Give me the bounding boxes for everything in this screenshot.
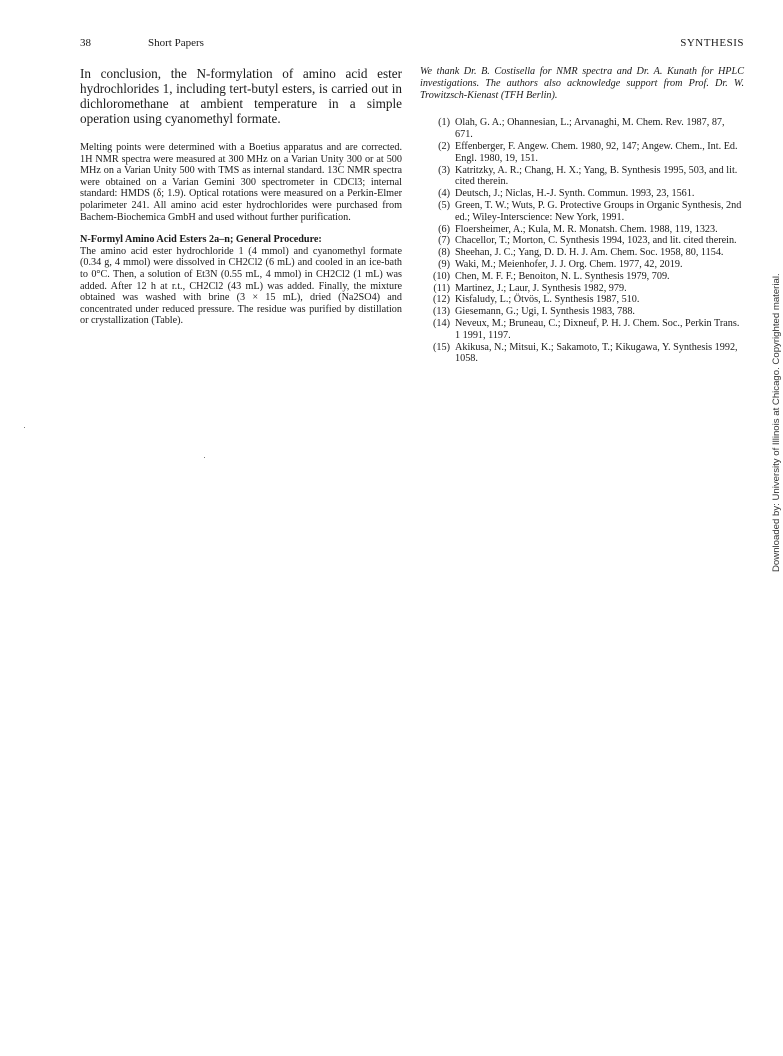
reference-item: (10) Chen, M. F. F.; Benoiton, N. L. Synthesis 1979, 709. bbox=[433, 270, 670, 282]
procedure-text: The amino acid ester hydrochloride 1 (4 mmol) and cyanomethyl formate (0.34 g, 4 mmol) were dissolved in CH2Cl2 (6 mL) and cooled in an ice-bath to 0°C. Then, a solution of Et3N (0.55 mL, 4 mmol) in CH2Cl2 (1 mL) was added. After 12 h at r.t., CH2Cl2 (43 mL) was added. Finally, the mixture obtained was washed with brine (3 × 15 mL), dried (Na2SO4) and concentrated under reduced pressure. The residue was purified by distillation or crystallization (Table). bbox=[80, 245, 402, 327]
reference-item: (12) Kisfaludy, L.; Ötvös, L. Synthesis 1987, 510. bbox=[433, 294, 640, 306]
reference-list bbox=[420, 117, 744, 365]
reference-item: (3) Katritzky, A. R.; Chang, H. X.; Yang, B. Synthesis 1995, 503, and lit. cited therein. bbox=[438, 164, 738, 188]
scan-speck bbox=[204, 457, 205, 458]
reference-item: (5) Green, T. W.; Wuts, P. G. Protective Groups in Organic Synthesis, 2nd ed.; Wiley-Interscience: New York, 1991. bbox=[438, 199, 742, 223]
reference-item: (15) Akikusa, N.; Mitsui, K.; Sakamoto, T.; Kikugawa, Y. Synthesis 1992, 1058. bbox=[433, 341, 738, 365]
reference-item: (6) Floersheimer, A.; Kula, M. R. Monatsh. Chem. 1988, 119, 1323. bbox=[438, 223, 718, 235]
section-name: Short Papers bbox=[148, 37, 204, 49]
procedure-title: N-Formyl Amino Acid Esters 2a–n; General Procedure: bbox=[80, 234, 322, 246]
experimental-general: Melting points were determined with a Boetius apparatus and are corrected. 1H NMR spectra were measured at 300 MHz on a Varian Unity 300 or at 500 MHz on a Varian Unity 500 with TMS as internal standard. 13C NMR spectra were obtained on a Varian Gemini 300 spectrometer in CDCl3; internal standard: HMDS (δ; 1.9). Optical rotations were measured on a Perkin-Elmer polarimeter 241. All amino acid ester hydrochlorides were purchased from Bachem-Biochemica GmbH and used without further purification. bbox=[80, 142, 402, 223]
journal-name: SYNTHESIS bbox=[680, 37, 744, 49]
reference-item: (14) Neveux, M.; Bruneau, C.; Dixneuf, P. H. J. Chem. Soc., Perkin Trans. 1 1991, 1197. bbox=[433, 317, 740, 341]
left-column bbox=[80, 66, 402, 327]
reference-item: (9) Waki, M.; Meienhofer, J. J. Org. Chem. 1977, 42, 2019. bbox=[438, 258, 683, 270]
right-column bbox=[420, 66, 744, 365]
scan-speck bbox=[24, 427, 25, 428]
reference-item: (8) Sheehan, J. C.; Yang, D. D. H. J. Am. Chem. Soc. 1958, 80, 1154. bbox=[438, 247, 724, 259]
acknowledgement: We thank Dr. B. Costisella for NMR spectra and Dr. A. Kunath for HPLC investigations. The authors also acknowledge support from Prof. Dr. W. Trowitzsch-Kienast (TFH Berlin). bbox=[420, 66, 744, 101]
page-header bbox=[80, 37, 744, 53]
reference-item: (1) Olah, G. A.; Ohannesian, L.; Arvanaghi, M. Chem. Rev. 1987, 87, 671. bbox=[438, 117, 725, 141]
reference-item: (13) Giesemann, G.; Ugi, I. Synthesis 1983, 788. bbox=[433, 306, 635, 318]
conclusion-paragraph: In conclusion, the N-formylation of amino acid ester hydrochlorides 1, including tert-butyl esters, is carried out in dichloromethane at ambient temperature in a simple operation using cyanomethyl formate. bbox=[80, 66, 402, 126]
download-notice: Downloaded by: University of Illinois at Chicago. Copyrighted material. bbox=[771, 273, 782, 572]
reference-item: (2) Effenberger, F. Angew. Chem. 1980, 92, 147; Angew. Chem., Int. Ed. Engl. 1980, 19, 151. bbox=[438, 140, 738, 164]
reference-item: (7) Chacellor, T.; Morton, C. Synthesis 1994, 1023, and lit. cited therein. bbox=[438, 235, 737, 247]
reference-item: (4) Deutsch, J.; Niclas, H.-J. Synth. Commun. 1993, 23, 1561. bbox=[438, 188, 695, 200]
reference-item: (11) Martinez, J.; Laur, J. Synthesis 1982, 979. bbox=[433, 282, 627, 294]
page-number: 38 bbox=[80, 37, 91, 49]
